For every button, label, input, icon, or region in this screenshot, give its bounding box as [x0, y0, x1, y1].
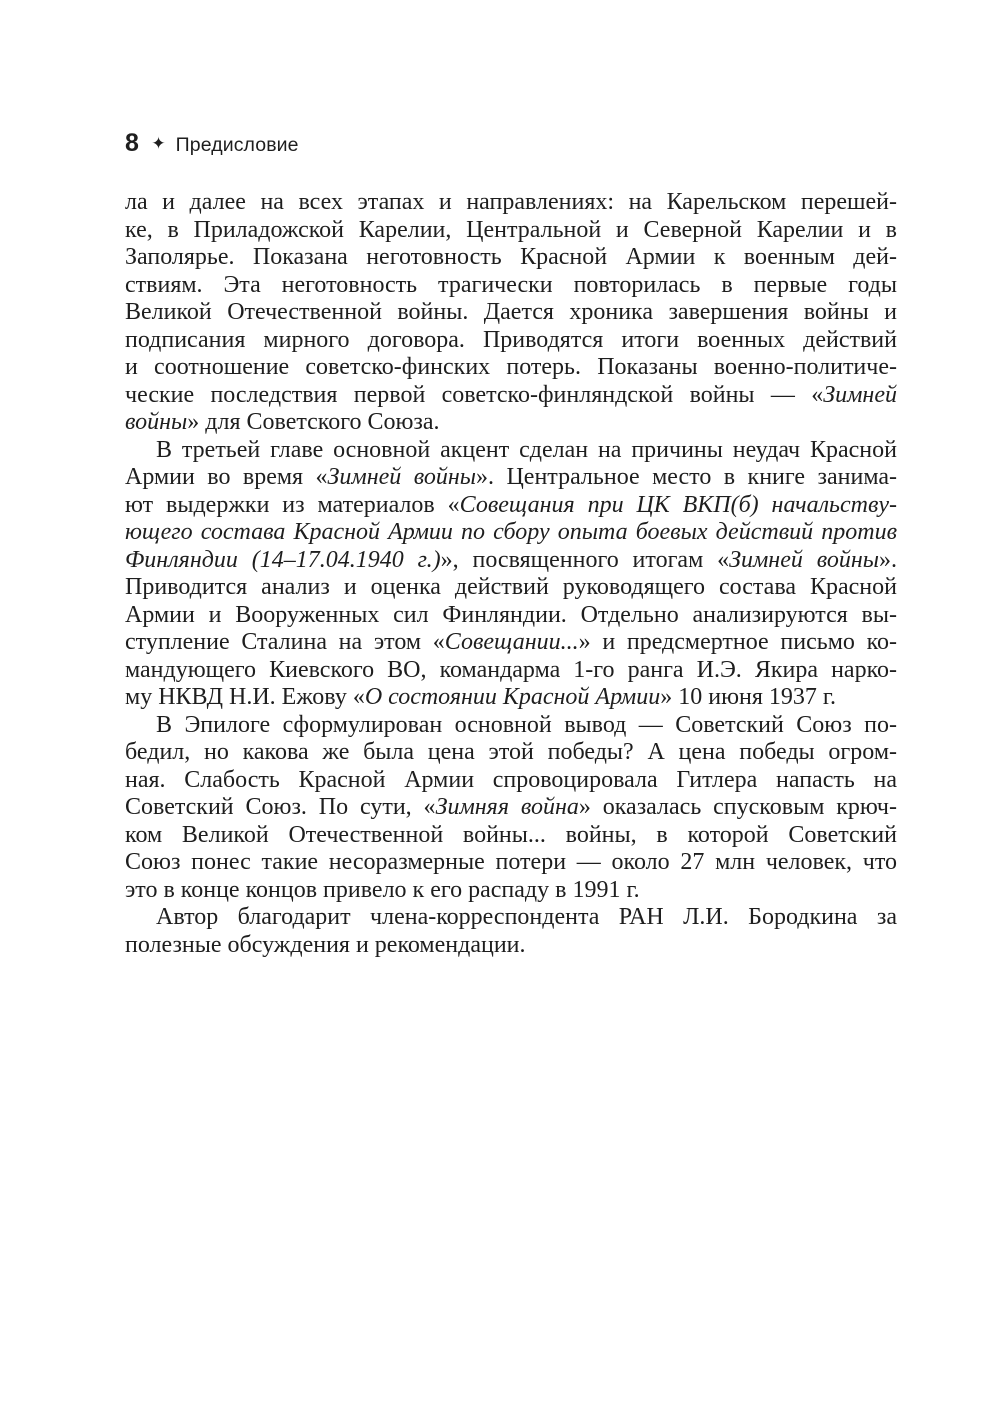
- text-line: Союз понес такие несоразмерные потери — около 27 млн человек, что: [125, 849, 897, 875]
- text-line: му НКВД Н.И. Ежову «О состоянии Красной Армии» 10 июня 1937 г.: [125, 684, 837, 710]
- text-line: и соотношение советско-финских потерь. Показаны военно-политиче-: [125, 354, 897, 380]
- text-line: Приводится анализ и оценка действий руководящего состава Красной: [125, 574, 897, 600]
- text-line: Заполярье. Показана неготовность Красной Армии к военным дей-: [125, 244, 897, 270]
- text-line: бедил, но какова же была цена этой победы? А цена победы огром-: [125, 739, 897, 765]
- running-head: [125, 128, 299, 161]
- text-line: ют выдержки из материалов «Совещания при ЦК ВКП(б) начальству-: [125, 491, 898, 518]
- body-text: [125, 189, 897, 959]
- four-pointed-star-icon: ✦: [151, 134, 166, 153]
- text-line: подписания мирного договора. Приводятся итоги военных действий: [125, 326, 897, 353]
- page-number: 8: [125, 129, 140, 157]
- text-line: ла и далее на всех этапах и направлениях: на Карельском перешей-: [125, 189, 897, 215]
- text-line: Армии и Вооруженных сил Финляндии. Отдельно анализируются вы-: [125, 601, 897, 628]
- text-line: ствиям. Эта неготовность трагически повторилась в первые годы: [125, 271, 897, 298]
- text-line: мандующего Киевского ВО, командарма 1-го ранга И.Э. Якира нарко-: [125, 656, 897, 683]
- text-line: Великой Отечественной войны. Дается хроника завершения войны и: [125, 299, 897, 325]
- text-line: В Эпилоге сформулирован основной вывод — Советский Союз по-: [156, 711, 897, 738]
- text-line: Финляндии (14–17.04.1940 г.)», посвященного итогам «Зимней войны».: [125, 546, 897, 573]
- text-line: войны» для Советского Союза.: [125, 409, 440, 435]
- text-line: ступление Сталина на этом «Совещании...» и предсмертное письмо ко-: [125, 629, 897, 655]
- text-line: Автор благодарит члена-корреспондента РАН Л.И. Бородкина за: [156, 904, 897, 930]
- text-line: ющего состава Красной Армии по сбору опыта боевых действий против: [125, 519, 897, 545]
- text-line: Армии во время «Зимней войны». Центральное место в книге занима-: [125, 464, 897, 490]
- text-line: ная. Слабость Красной Армии спровоцировала Гитлера напасть на: [125, 766, 897, 793]
- text-line: В третьей главе основной акцент сделан на причины неудач Красной: [156, 436, 897, 463]
- text-line: ком Великой Отечественной войны... войны, в которой Советский: [125, 821, 897, 848]
- text-line: это в конце концов привело к его распаду в 1991 г.: [125, 876, 640, 903]
- text-line: полезные обсуждения и рекомендации.: [125, 931, 526, 958]
- text-line: Советский Союз. По сути, «Зимняя война» оказалась спусковым крюч-: [125, 794, 897, 820]
- text-line: ческие последствия первой советско-финляндской войны — «Зимней: [125, 381, 897, 408]
- section-title: Предисловие: [175, 134, 299, 156]
- text-line: ке, в Приладожской Карелии, Центральной и Северной Карелии и в: [125, 216, 897, 243]
